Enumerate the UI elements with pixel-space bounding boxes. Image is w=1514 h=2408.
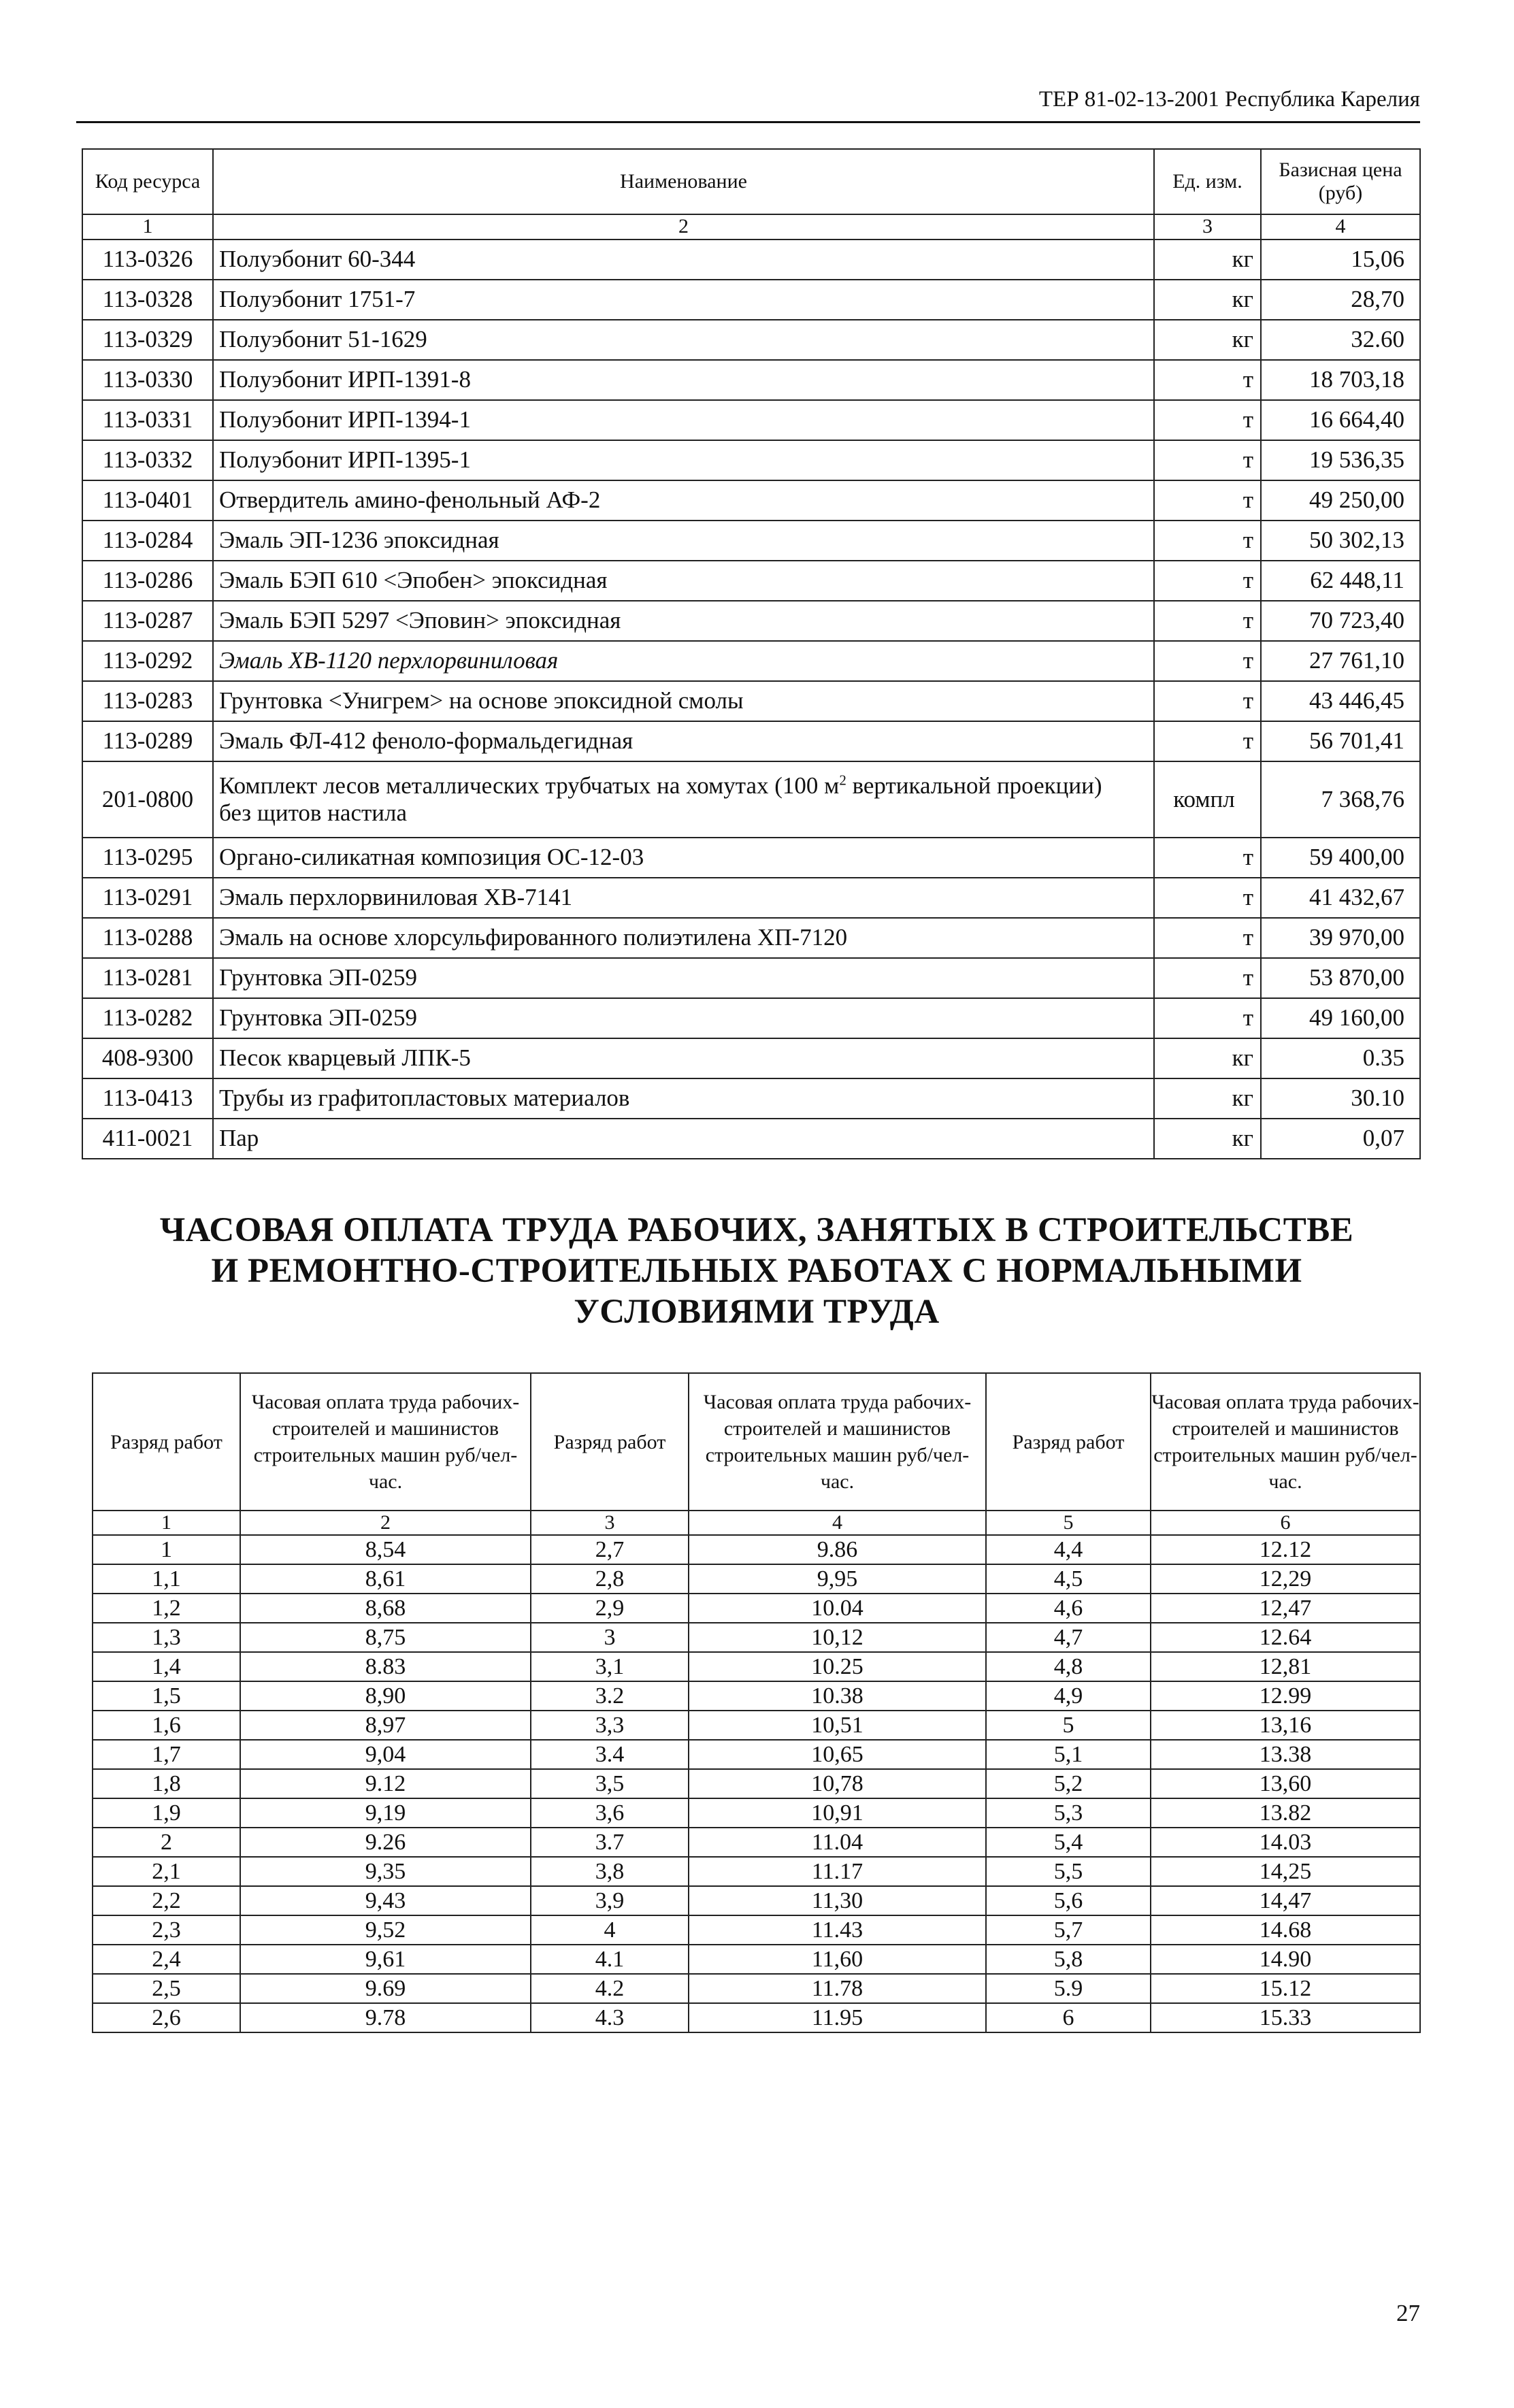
resource-name: Отвердитель амино-фенольный АФ-2 [213,480,1154,521]
grade-cell: 4.1 [531,1945,689,1974]
grade-cell: 3,8 [531,1857,689,1886]
resource-code: 113-0289 [82,721,213,761]
grade-cell: 3,9 [531,1886,689,1915]
resource-code: 113-0283 [82,681,213,721]
base-price: 16 664,40 [1261,400,1420,440]
hourly-pay-cell: 8,61 [240,1564,531,1594]
base-price: 19 536,35 [1261,440,1420,480]
col-number: 3 [531,1511,689,1535]
grade-cell: 2,3 [93,1915,240,1945]
grade-cell: 5,8 [986,1945,1151,1974]
unit-of-measure: т [1154,918,1261,958]
resource-code: 113-0284 [82,521,213,561]
resource-name: Грунтовка ЭП-0259 [213,998,1154,1038]
base-price: 32.60 [1261,320,1420,360]
col-header-grade: Разряд работ [93,1373,240,1511]
grade-cell: 1,7 [93,1740,240,1769]
hourly-pay-cell: 12.99 [1151,1681,1420,1711]
unit-of-measure: т [1154,440,1261,480]
table-row [82,360,1420,400]
superscript: 2 [839,771,846,788]
unit-of-measure: т [1154,681,1261,721]
grade-cell: 1,8 [93,1769,240,1798]
hourly-pay-cell: 8,97 [240,1711,531,1740]
unit-of-measure: т [1154,641,1261,681]
grade-cell: 1,9 [93,1798,240,1828]
section-title [76,1210,1437,1332]
resource-name: Полуэбонит ИРП-1395-1 [213,440,1154,480]
grade-cell: 3,5 [531,1769,689,1798]
resource-code: 113-0295 [82,838,213,878]
table-row [82,721,1420,761]
base-price: 43 446,45 [1261,681,1420,721]
grade-cell: 1,6 [93,1711,240,1740]
unit-of-measure: т [1154,561,1261,601]
resource-name-part: Комплект лесов металлических трубчатых на хомутах (100 м [219,772,840,799]
hourly-pay-cell: 13.82 [1151,1798,1420,1828]
resource-code: 113-0281 [82,958,213,998]
grade-cell: 1,4 [93,1652,240,1681]
base-price: 62 448,11 [1261,561,1420,601]
hourly-pay-cell: 11,30 [689,1886,986,1915]
hourly-pay-cell: 14,47 [1151,1886,1420,1915]
grade-cell: 1,3 [93,1623,240,1652]
grade-cell: 4 [531,1915,689,1945]
grade-cell: 5,1 [986,1740,1151,1769]
table-row [82,480,1420,521]
hourly-pay-cell: 9.69 [240,1974,531,2003]
hourly-pay-cell: 11,60 [689,1945,986,1974]
unit-of-measure: т [1154,838,1261,878]
hourly-pay-cell: 9,61 [240,1945,531,1974]
grade-cell: 2,1 [93,1857,240,1886]
hourly-pay-cell: 9,43 [240,1886,531,1915]
resource-code: 201-0800 [82,761,213,838]
unit-of-measure: т [1154,878,1261,918]
hourly-pay-cell: 10.04 [689,1594,986,1623]
grade-cell: 2,7 [531,1535,689,1564]
base-price: 28,70 [1261,280,1420,320]
hourly-pay-cell: 12.12 [1151,1535,1420,1564]
unit-of-measure: т [1154,998,1261,1038]
table-row [93,1535,1420,1564]
hourly-pay-cell: 12,47 [1151,1594,1420,1623]
base-price: 49 160,00 [1261,998,1420,1038]
hourly-pay-cell: 13.38 [1151,1740,1420,1769]
table-row [82,400,1420,440]
table-row [82,1038,1420,1078]
grade-cell: 4,8 [986,1652,1151,1681]
unit-of-measure: кг [1154,280,1261,320]
resource-code: 113-0292 [82,641,213,681]
grade-cell: 3.7 [531,1828,689,1857]
grade-cell: 4,6 [986,1594,1151,1623]
resource-code: 113-0331 [82,400,213,440]
grade-cell: 5,2 [986,1769,1151,1798]
col-header-unit: Ед. изм. [1154,149,1261,214]
base-price: 53 870,00 [1261,958,1420,998]
page-number: 27 [1396,2300,1420,2326]
grade-cell: 2,2 [93,1886,240,1915]
grade-cell: 3.4 [531,1740,689,1769]
hourly-pay-cell: 9.26 [240,1828,531,1857]
table-row [82,878,1420,918]
table-row [93,1974,1420,2003]
base-price: 18 703,18 [1261,360,1420,400]
resource-code: 113-0332 [82,440,213,480]
grade-cell: 2,9 [531,1594,689,1623]
section-title-line: ЧАСОВАЯ ОПЛАТА ТРУДА РАБОЧИХ, ЗАНЯТЫХ В СТРОИТЕЛЬСТВЕ [159,1211,1354,1249]
resource-name-part: без щитов настила [219,799,408,826]
hourly-pay-cell: 12,81 [1151,1652,1420,1681]
resource-name: Полуэбонит 1751-7 [213,280,1154,320]
col-header-pay: Часовая оплата труда рабочих-строителей и машинистов строительных машин руб/чел-час. [689,1373,986,1511]
wage-table [92,1372,1421,2033]
hourly-pay-cell: 14,25 [1151,1857,1420,1886]
table-row [93,1711,1420,1740]
col-number: 6 [1151,1511,1420,1535]
hourly-pay-cell: 8.83 [240,1652,531,1681]
hourly-pay-cell: 9,52 [240,1915,531,1945]
table-row [82,1078,1420,1119]
base-price: 59 400,00 [1261,838,1420,878]
resource-name: Песок кварцевый ЛПК-5 [213,1038,1154,1078]
grade-cell: 2,4 [93,1945,240,1974]
hourly-pay-cell: 9,95 [689,1564,986,1594]
unit-of-measure: компл [1154,761,1261,838]
grade-cell: 4.2 [531,1974,689,2003]
resource-code: 113-0287 [82,601,213,641]
unit-of-measure: т [1154,601,1261,641]
unit-of-measure: т [1154,480,1261,521]
grade-cell: 3 [531,1623,689,1652]
hourly-pay-cell: 14.03 [1151,1828,1420,1857]
resource-code: 113-0328 [82,280,213,320]
unit-of-measure: кг [1154,240,1261,280]
hourly-pay-cell: 11.95 [689,2003,986,2032]
resource-name: Трубы из графитопластовых материалов [213,1078,1154,1119]
table-row [93,2003,1420,2032]
resource-name: Полуэбонит 51-1629 [213,320,1154,360]
hourly-pay-cell: 11.43 [689,1915,986,1945]
resource-code: 113-0282 [82,998,213,1038]
hourly-pay-cell: 15.33 [1151,2003,1420,2032]
resource-name [213,761,1154,838]
grade-cell: 5,3 [986,1798,1151,1828]
base-price: 41 432,67 [1261,878,1420,918]
table-row [82,681,1420,721]
materials-table [82,148,1421,1159]
table-row [93,1798,1420,1828]
grade-cell: 3.2 [531,1681,689,1711]
grade-cell: 5,6 [986,1886,1151,1915]
resource-code: 113-0330 [82,360,213,400]
resource-name: Эмаль БЭП 610 <Эпобен> эпоксидная [213,561,1154,601]
grade-cell: 5 [986,1711,1151,1740]
grade-cell: 2 [93,1828,240,1857]
hourly-pay-cell: 9,35 [240,1857,531,1886]
resource-code: 411-0021 [82,1119,213,1159]
hourly-pay-cell: 11.17 [689,1857,986,1886]
document-reference: ТЕР 81-02-13-2001 Республика Карелия [1038,87,1420,112]
grade-cell: 1,5 [93,1681,240,1711]
hourly-pay-cell: 12.64 [1151,1623,1420,1652]
unit-of-measure: кг [1154,1119,1261,1159]
hourly-pay-cell: 10,65 [689,1740,986,1769]
base-price: 7 368,76 [1261,761,1420,838]
table-row [93,1594,1420,1623]
table-row [82,641,1420,681]
col-header-grade: Разряд работ [986,1373,1151,1511]
resource-name: Органо-силикатная композиция ОС-12-03 [213,838,1154,878]
table-row [93,1915,1420,1945]
hourly-pay-cell: 8,75 [240,1623,531,1652]
resource-code: 408-9300 [82,1038,213,1078]
table-row [82,1119,1420,1159]
col-number: 3 [1154,214,1261,240]
grade-cell: 6 [986,2003,1151,2032]
hourly-pay-cell: 9.12 [240,1769,531,1798]
hourly-pay-cell: 9,04 [240,1740,531,1769]
hourly-pay-cell: 11.04 [689,1828,986,1857]
table-row [82,601,1420,641]
resource-name: Полуэбонит 60-344 [213,240,1154,280]
hourly-pay-cell: 13,16 [1151,1711,1420,1740]
hourly-pay-cell: 10,12 [689,1623,986,1652]
resource-code: 113-0326 [82,240,213,280]
section-title-line: И РЕМОНТНО-СТРОИТЕЛЬНЫХ РАБОТАХ С НОРМАЛЬНЫМИ [211,1252,1302,1290]
table-row [82,958,1420,998]
grade-cell: 2,5 [93,1974,240,2003]
col-header-name: Наименование [213,149,1154,214]
grade-cell: 5,7 [986,1915,1151,1945]
grade-cell: 4,4 [986,1535,1151,1564]
base-price: 70 723,40 [1261,601,1420,641]
grade-cell: 5,4 [986,1828,1151,1857]
grade-cell: 2,6 [93,2003,240,2032]
table-row [82,240,1420,280]
table-row [82,440,1420,480]
col-header-price: Базисная цена (руб) [1261,149,1420,214]
grade-cell: 3,1 [531,1652,689,1681]
grade-cell: 1 [93,1535,240,1564]
resource-code: 113-0401 [82,480,213,521]
table-row [93,1740,1420,1769]
col-number: 1 [82,214,213,240]
col-header-code: Код ресурса [82,149,213,214]
table-row [82,998,1420,1038]
resource-name: Грунтовка ЭП-0259 [213,958,1154,998]
hourly-pay-cell: 10.25 [689,1652,986,1681]
hourly-pay-cell: 9.86 [689,1535,986,1564]
col-header-grade: Разряд работ [531,1373,689,1511]
table-row [93,1652,1420,1681]
col-number: 5 [986,1511,1151,1535]
unit-of-measure: т [1154,400,1261,440]
unit-of-measure: кг [1154,1038,1261,1078]
hourly-pay-cell: 10.38 [689,1681,986,1711]
grade-cell: 1,2 [93,1594,240,1623]
table-row [82,320,1420,360]
base-price: 27 761,10 [1261,641,1420,681]
resource-name: Пар [213,1119,1154,1159]
grade-cell: 4,5 [986,1564,1151,1594]
grade-cell: 5.9 [986,1974,1151,2003]
col-number: 1 [93,1511,240,1535]
resource-name: Эмаль перхлорвиниловая ХВ-7141 [213,878,1154,918]
resource-name: Грунтовка <Унигрем> на основе эпоксидной смолы [213,681,1154,721]
resource-name: Эмаль ХВ-1120 перхлорвиниловая [213,641,1154,681]
resource-code: 113-0291 [82,878,213,918]
base-price: 50 302,13 [1261,521,1420,561]
resource-code: 113-0286 [82,561,213,601]
hourly-pay-cell: 10,78 [689,1769,986,1798]
hourly-pay-cell: 12,29 [1151,1564,1420,1594]
grade-cell: 4,9 [986,1681,1151,1711]
resource-code: 113-0288 [82,918,213,958]
table-row [82,280,1420,320]
col-header-pay: Часовая оплата труда рабочих-строителей и машинистов строительных машин руб/чел-час. [240,1373,531,1511]
col-number: 4 [1261,214,1420,240]
resource-name: Эмаль ФЛ-412 феноло-формальдегидная [213,721,1154,761]
base-price: 56 701,41 [1261,721,1420,761]
hourly-pay-cell: 8,68 [240,1594,531,1623]
grade-cell: 4.3 [531,2003,689,2032]
table-row [93,1857,1420,1886]
grade-cell: 2,8 [531,1564,689,1594]
table-row [93,1681,1420,1711]
hourly-pay-cell: 15.12 [1151,1974,1420,2003]
grade-cell: 5,5 [986,1857,1151,1886]
resource-name: Эмаль на основе хлорсульфированного полиэтилена ХП-7120 [213,918,1154,958]
unit-of-measure: т [1154,958,1261,998]
hourly-pay-cell: 14.68 [1151,1915,1420,1945]
hourly-pay-cell: 14.90 [1151,1945,1420,1974]
table-row [93,1886,1420,1915]
unit-of-measure: кг [1154,1078,1261,1119]
base-price: 15,06 [1261,240,1420,280]
resource-name: Полуэбонит ИРП-1394-1 [213,400,1154,440]
hourly-pay-cell: 8,54 [240,1535,531,1564]
resource-name: Эмаль БЭП 5297 <Эповин> эпоксидная [213,601,1154,641]
section-title-line: УСЛОВИЯМИ ТРУДА [574,1293,940,1331]
table-row [82,838,1420,878]
table-row [82,561,1420,601]
col-number: 2 [240,1511,531,1535]
table-row [93,1623,1420,1652]
base-price: 0.35 [1261,1038,1420,1078]
resource-name: Полуэбонит ИРП-1391-8 [213,360,1154,400]
hourly-pay-cell: 8,90 [240,1681,531,1711]
resource-code: 113-0329 [82,320,213,360]
resource-name-part: вертикальной проекции) [846,772,1102,799]
table-row [82,918,1420,958]
grade-cell: 3,3 [531,1711,689,1740]
base-price: 49 250,00 [1261,480,1420,521]
base-price: 0,07 [1261,1119,1420,1159]
grade-cell: 4,7 [986,1623,1151,1652]
hourly-pay-cell: 10,91 [689,1798,986,1828]
table-row [82,761,1420,838]
col-number: 2 [213,214,1154,240]
col-number: 4 [689,1511,986,1535]
table-row [93,1564,1420,1594]
unit-of-measure: кг [1154,320,1261,360]
table-row [93,1945,1420,1974]
hourly-pay-cell: 11.78 [689,1974,986,2003]
header-divider [76,121,1420,123]
hourly-pay-cell: 10,51 [689,1711,986,1740]
col-header-pay: Часовая оплата труда рабочих-строителей и машинистов строительных машин руб/чел-час. [1151,1373,1420,1511]
base-price: 30.10 [1261,1078,1420,1119]
unit-of-measure: т [1154,521,1261,561]
base-price: 39 970,00 [1261,918,1420,958]
table-row [93,1828,1420,1857]
grade-cell: 1,1 [93,1564,240,1594]
table-row [93,1769,1420,1798]
grade-cell: 3,6 [531,1798,689,1828]
resource-code: 113-0413 [82,1078,213,1119]
hourly-pay-cell: 9,19 [240,1798,531,1828]
table-row [82,521,1420,561]
hourly-pay-cell: 9.78 [240,2003,531,2032]
unit-of-measure: т [1154,721,1261,761]
resource-name: Эмаль ЭП-1236 эпоксидная [213,521,1154,561]
hourly-pay-cell: 13,60 [1151,1769,1420,1798]
unit-of-measure: т [1154,360,1261,400]
